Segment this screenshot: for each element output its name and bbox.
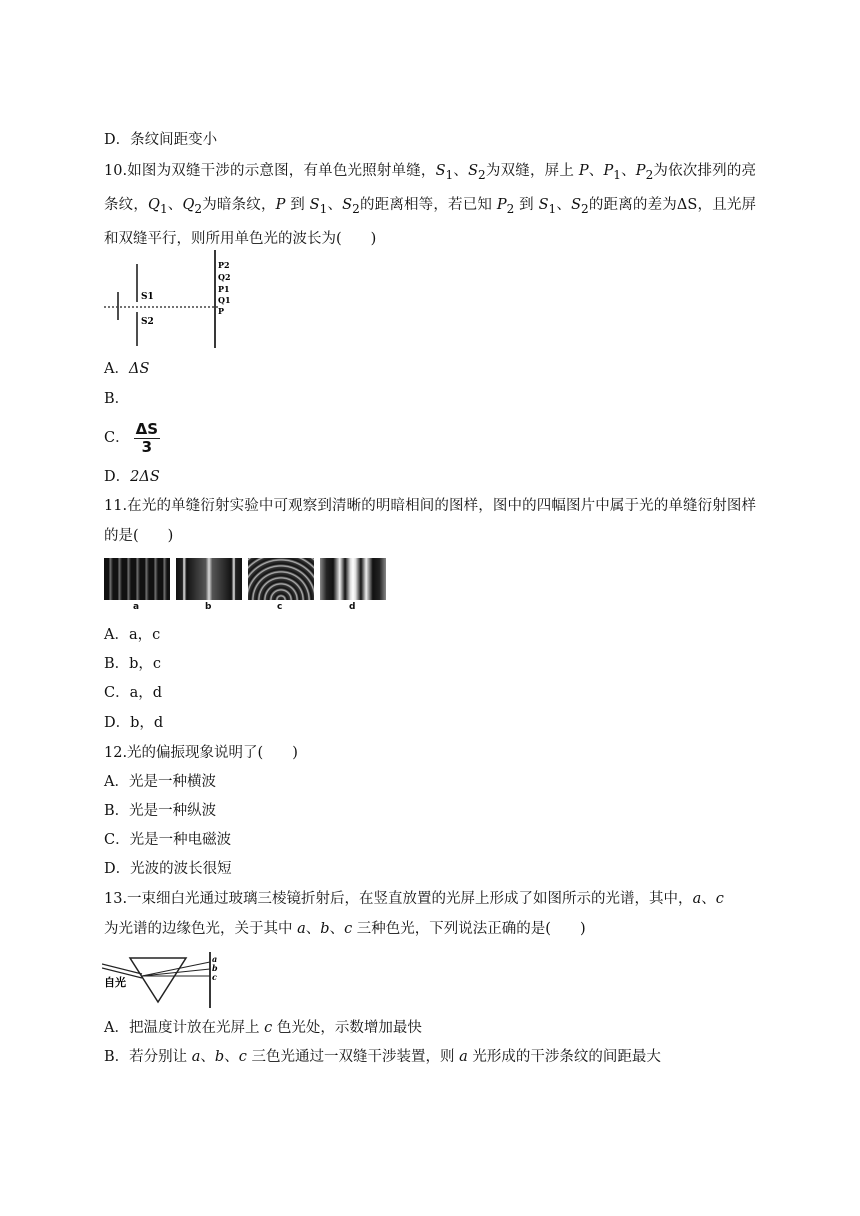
label-p: P (218, 306, 225, 316)
q9-option-d: D．条纹间距变小 (104, 132, 218, 148)
q12-option-a: A．光是一种横波 (104, 774, 216, 790)
pattern-a (104, 558, 170, 600)
q13-stem-line-1: 13.一束细白光通过玻璃三棱镜折射后，在竖直放置的光屏上形成了如图所示的光谱，其中，a、c (104, 891, 724, 907)
label-s1: S1 (141, 292, 154, 302)
label-q1: Q1 (218, 295, 231, 305)
pattern-b (176, 558, 242, 600)
q10-option-a: A．ΔS (104, 361, 150, 377)
double-slit-diagram (100, 250, 240, 350)
q10-option-b: B． (104, 391, 130, 407)
label-b: b (205, 602, 212, 612)
q11-stem: 11.在光的单缝衍射实验中可观察到清晰的明暗相间的图样，图中的四幅图片中属于光的单缝衍射图样的是( ) (104, 498, 756, 544)
q12-option-d: D．光波的波长很短 (104, 861, 232, 877)
prism-spectrum-diagram (102, 950, 222, 1010)
q13-stem-line-2: 为光谱的边缘色光，关于其中 a、b、c 三种色光，下列说法正确的是( ) (104, 921, 586, 937)
q12-option-b: B．光是一种纵波 (104, 803, 217, 819)
label-b: b (212, 963, 218, 973)
fraction-delta-s-over-3: $\frac{\Delta S}{3}$ (135, 419, 159, 456)
q11-option-b: B．b，c (104, 656, 162, 672)
q13-option-b: B．若分别让 a、b、c 三色光通过一双缝干涉装置，则 a 光形成的干涉条纹的间距最大 (104, 1049, 661, 1065)
q10-option-c: C． $\frac{\Delta S}{3}$ (104, 419, 159, 456)
q11-option-d: D．b，d (104, 715, 164, 731)
label-p2: P2 (218, 260, 230, 270)
label-q2: Q2 (218, 272, 231, 282)
q11-option-c: C．a，d (104, 685, 163, 701)
pattern-c (248, 558, 314, 600)
q12-stem: 12.光的偏振现象说明了( ) (104, 745, 298, 761)
label-white-light: 自光 (104, 976, 126, 989)
q10-stem: 10.如图为双缝干涉的示意图，有单色光照射单缝，$S_1$、$S_2$为双缝，屏上 P、$P_1$、$P_2$为依次排列的亮条纹，$Q_1$、$Q_2$为暗条纹，P 到 $S_1$、$S_2$的距离相等，若已知 $P_2$ 到 $S_1$、$S_2$的距离的差为ΔS，且光屏和双缝平行，则所用单色光的波长为( ) (104, 163, 757, 247)
q11-option-a: A．a，c (104, 627, 161, 643)
label-a: a (133, 602, 140, 612)
label-p1: P1 (218, 284, 230, 294)
q12-option-c: C．光是一种电磁波 (104, 832, 232, 848)
q13-option-a: A．把温度计放在光屏上 c 色光处，示数增加最快 (104, 1020, 422, 1036)
label-c: c (277, 602, 283, 612)
diffraction-patterns-figure (104, 558, 386, 614)
label-d: d (349, 602, 356, 612)
label-s2: S2 (141, 317, 154, 327)
q10-option-d: D．2ΔS (104, 469, 160, 485)
label-a: a (212, 954, 218, 964)
pattern-d (320, 558, 386, 600)
label-c: c (212, 972, 217, 982)
